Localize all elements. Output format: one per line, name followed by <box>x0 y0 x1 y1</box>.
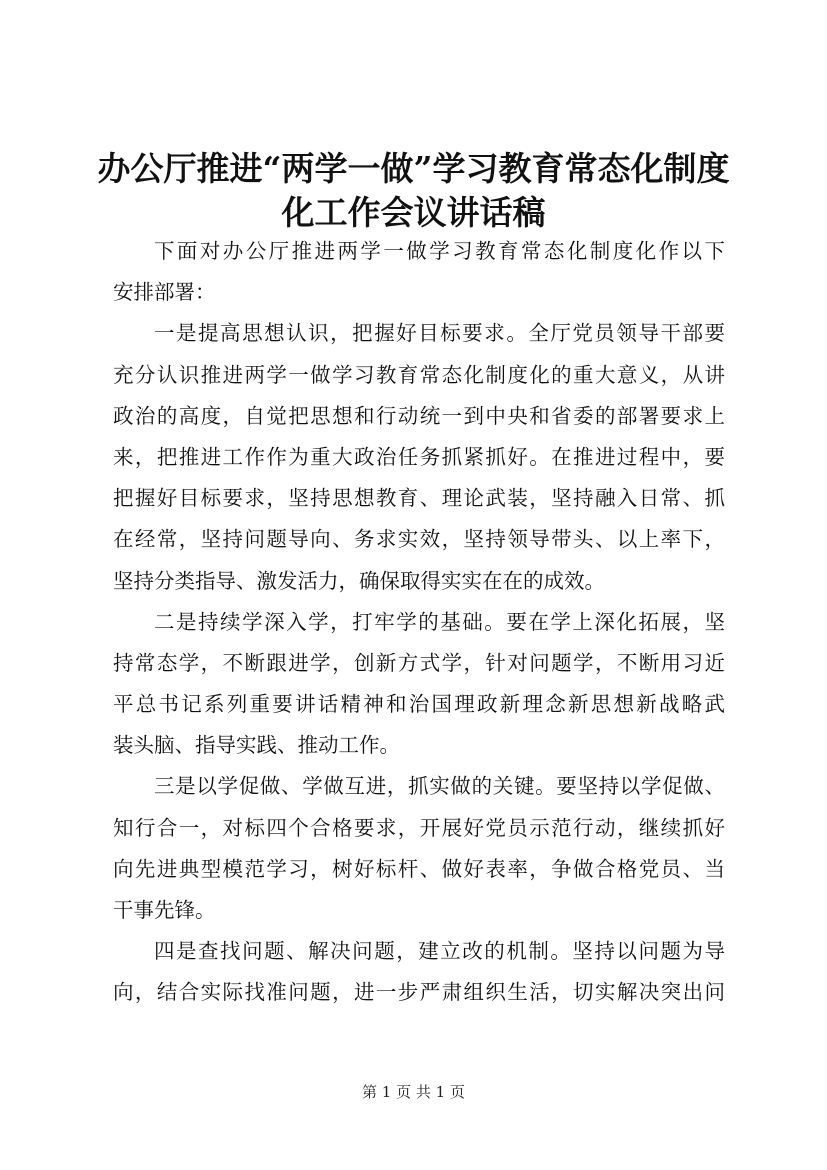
body-text-line: 平总书记系列重要讲话精神和治国理政新理念新思想新战略武 <box>113 692 725 717</box>
document-title-line-2: 化工作会议讲话稿 <box>281 193 546 232</box>
page-footer: 第 1 页 共 1 页 <box>362 1083 465 1101</box>
body-text-line: 一是提高思想认识，把握好目标要求。全厅党员领导干部要 <box>154 321 725 346</box>
body-text-line: 向，结合实际找准问题，进一步严肃组织生活，切实解决突出问 <box>113 980 725 1005</box>
body-text-line: 向先进典型模范学习，树好标杆、做好表率，争做合格党员、当 <box>113 856 725 881</box>
body-text-line: 把握好目标要求，坚持思想教育、理论武装，坚持融入日常、抓 <box>113 486 725 511</box>
body-text-line: 四是查找问题、解决问题，建立改的机制。坚持以问题为导 <box>154 939 725 964</box>
body-text-line: 安排部署： <box>113 280 216 305</box>
body-text-line: 来，把推进工作作为重大政治任务抓紧抓好。在推进过程中，要 <box>113 444 725 469</box>
body-text-line: 三是以学促做、学做互进，抓实做的关键。要坚持以学促做、 <box>154 774 725 799</box>
document-body <box>113 231 725 1014</box>
body-text-line: 在经常，坚持问题导向、务求实效，坚持领导带头、以上率下， <box>113 527 725 552</box>
body-text-line: 政治的高度，自觉把思想和行动统一到中央和省委的部署要求上 <box>113 403 725 428</box>
body-text-line: 下面对办公厅推进两学一做学习教育常态化制度化作以下 <box>154 239 725 263</box>
body-text-line: 充分认识推进两学一做学习教育常态化制度化的重大意义，从讲 <box>113 362 725 387</box>
body-text-line: 干事先锋。 <box>113 898 216 922</box>
document-title-line-1: 办公厅推进“两学一做”学习教育常态化制度 <box>97 149 730 188</box>
body-text-line: 装头脑、指导实践、推动工作。 <box>113 733 400 758</box>
body-text-line: 持常态学，不断跟进学，创新方式学，针对问题学，不断用习近 <box>113 650 725 675</box>
body-text-line: 坚持分类指导、激发活力，确保取得实实在在的成效。 <box>113 568 605 593</box>
body-text-line: 二是持续学深入学，打牢学的基础。要在学上深化拓展，坚 <box>154 609 725 634</box>
body-text-line: 知行合一，对标四个合格要求，开展好党员示范行动，继续抓好 <box>113 815 725 840</box>
